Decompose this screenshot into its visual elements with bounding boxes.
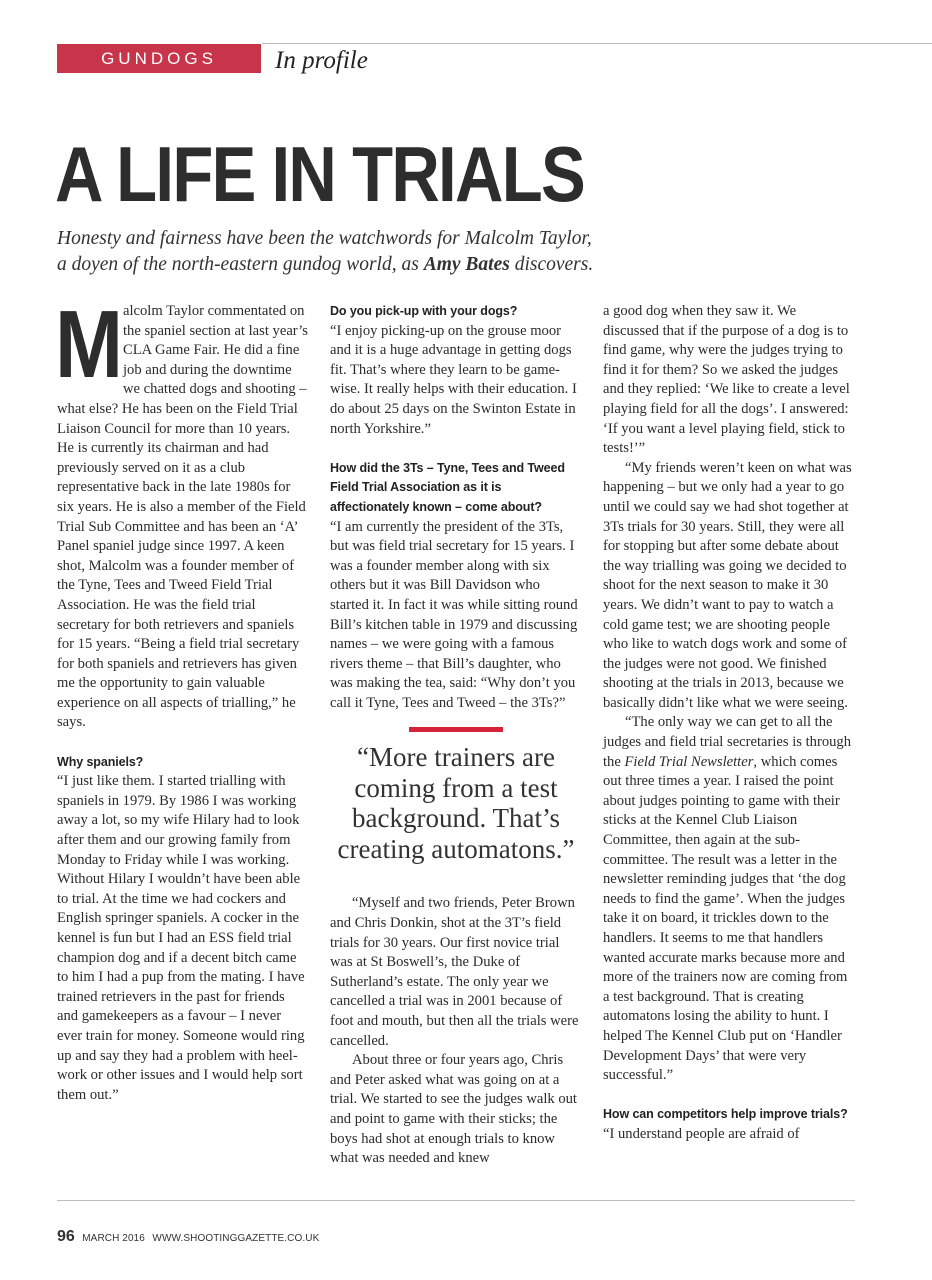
pull-quote-rule: [409, 727, 503, 732]
article-headline: A LIFE IN TRIALS: [55, 130, 584, 218]
answer-paragraph: “I am currently the president of the 3Ts, but was field trial secretary for 15 years. I was a founder member along with six others but it was Bill Davidson who started it. In fact it was while sitting round Bill’s kitchen table in 1979 and discussing names – we were going with a famous rivers theme – that Bill’s daughter, who was making the tea, said: “Why don’t you call it Tyne, Tees and Tweed – the 3Ts?”: [330, 518, 578, 711]
answer-paragraph: “I enjoy picking-up on the grouse moor and it is a huge advantage in getting dogs fit. That’s where they learn to be game-wise. It really helps with their education. I do about 25 days on the Swinton Estate in north Yorkshire.”: [330, 322, 577, 437]
issue-date: MARCH 2016: [82, 1233, 145, 1244]
drop-cap: M: [55, 291, 123, 398]
pull-quote: “More trainers are coming from a test background. That’s creating automatons.”: [337, 742, 575, 864]
page-footer: [57, 1228, 319, 1246]
body-text: , which comes out three times a year. I raised the point about judges pointing to game with their sticks at the Kennel Club Liaison Committee, then again at the sub-committee. The result was a letter in the newsletter reminding judges that ‘the dog needs to find the game’. When the judges take it on board, it trickles down to the handlers. It seems to me that handlers wanted accurate marks because more and more of the trainers now are coming from a test background. That is creating automatons losing the ability to hunt. I helped The Kennel Club put on ‘Handler Development Days’ that were very successful.”: [603, 753, 848, 1084]
footer-rule: [57, 1200, 855, 1201]
standfirst-line1: Honesty and fairness have been the watchwords for Malcolm Taylor,: [57, 228, 592, 249]
pull-quote-block: [330, 713, 582, 894]
question-heading: Why spaniels?: [57, 754, 144, 769]
question-heading: How did the 3Ts – Tyne, Tees and Tweed Field Trial Association as it is affectionately known – come about?: [330, 460, 565, 514]
section-tag: GUNDOGS: [57, 44, 261, 73]
body-paragraph: About three or four years ago, Chris and Peter asked what was going on at a trial. We started to see the judges walk out and point to game with their sticks; the boys had shot at enough trials to know what was needed and knew: [330, 1052, 577, 1167]
standfirst: [57, 226, 617, 278]
column-1: [55, 291, 309, 1105]
website-link[interactable]: WWW.SHOOTINGGAZETTE.CO.UK: [152, 1233, 320, 1244]
body-paragraph: “My friends weren’t keen on what was happening – but we only had a year to go until we could say we had shot together at 3Ts trials for 30 years. Still, they were all for stopping but after some debate about the way trialling was going we decided to shoot for the next season to make it 30 years. We didn’t want to pay to watch a cold game test; we are shooting people who like to watch dogs work and some of the judges were not good. We finished shooting at the trials in 2013, because we basically didn’t like what we were seeing.: [603, 459, 852, 711]
standfirst-line2-pre: a doyen of the north-eastern gundog world, as: [57, 254, 424, 275]
question-heading: Do you pick-up with your dogs?: [330, 304, 518, 318]
intro-paragraph: alcolm Taylor commentated on the spaniel section at last year’s CLA Game Fair. He did a fine job and during the downtime we chatted dogs and shooting – what else? He has been on the Field Trial Liaison Council for more than 10 years. He is currently its chairman and had previously served on it as a club representative back in the late 1980s for six years. He is also a member of the Field Trial Sub Committee and has been an ‘A’ Panel spaniel judge since 1997. A keen shot, Malcolm was a founder member of the Tyne, Tees and Tweed Field Trial Association. He was the field trial secretary for both retrievers and spaniels for 15 years. “Being a field trial secretary for both spaniels and retrievers has given me the opportunity to gain valuable experience on all aspects of trialling,” he says.: [57, 303, 308, 731]
answer-paragraph: “I just like them. I started trialling with spaniels in 1979. By 1986 I was working away a lot, so my wife Hilary had to look after them and our growing family from Monday to Friday while I was working. Without Hilary I wouldn’t have been able to trial. At the time we had cockers and English springer spaniels. A cocker in the kennel is fun but I had an ESS field trial champion dog and if a decent bitch came to him I had a pup from the mating. I have trained retrievers in the past for friends and gamekeepers as a favour – I never ever train for money. Someone would ring up and say they had a problem with heel-work or other issues and I would help sort them out.”: [57, 773, 305, 1103]
page-number: 96: [57, 1228, 75, 1245]
body-paragraph: [603, 713, 855, 1085]
author-name: Amy Bates: [423, 254, 510, 275]
body-paragraph: “Myself and two friends, Peter Brown and Chris Donkin, shot at the 3T’s field trials for 30 years. Our first novice trial was at St Boswell’s, the Duke of Sutherland’s estate. The only year we cancelled a trial was in 2001 because of foot and mouth, but then all the trials were cancelled.: [330, 895, 579, 1049]
answer-paragraph: “I understand people are afraid of: [603, 1125, 800, 1142]
publication-title: Field Trial Newsletter: [624, 753, 754, 770]
standfirst-line2-post: discovers.: [509, 254, 594, 275]
question-heading: How can competitors help improve trials?: [603, 1107, 848, 1122]
column-2: [330, 302, 582, 1169]
column-3: [603, 302, 855, 1145]
body-text: “The only way we can get to all the judges and field trial secretaries is through the: [603, 714, 852, 770]
body-paragraph: a good dog when they saw it. We discussed that if the purpose of a dog is to find game, why were the judges trying to find it for them? So we asked the judges and they replied: ‘We like to create a level playing field for all the dogs’. I answered: ‘If you want a level playing field, stick to tests!’”: [603, 303, 850, 457]
section-subtitle: In profile: [275, 47, 368, 74]
